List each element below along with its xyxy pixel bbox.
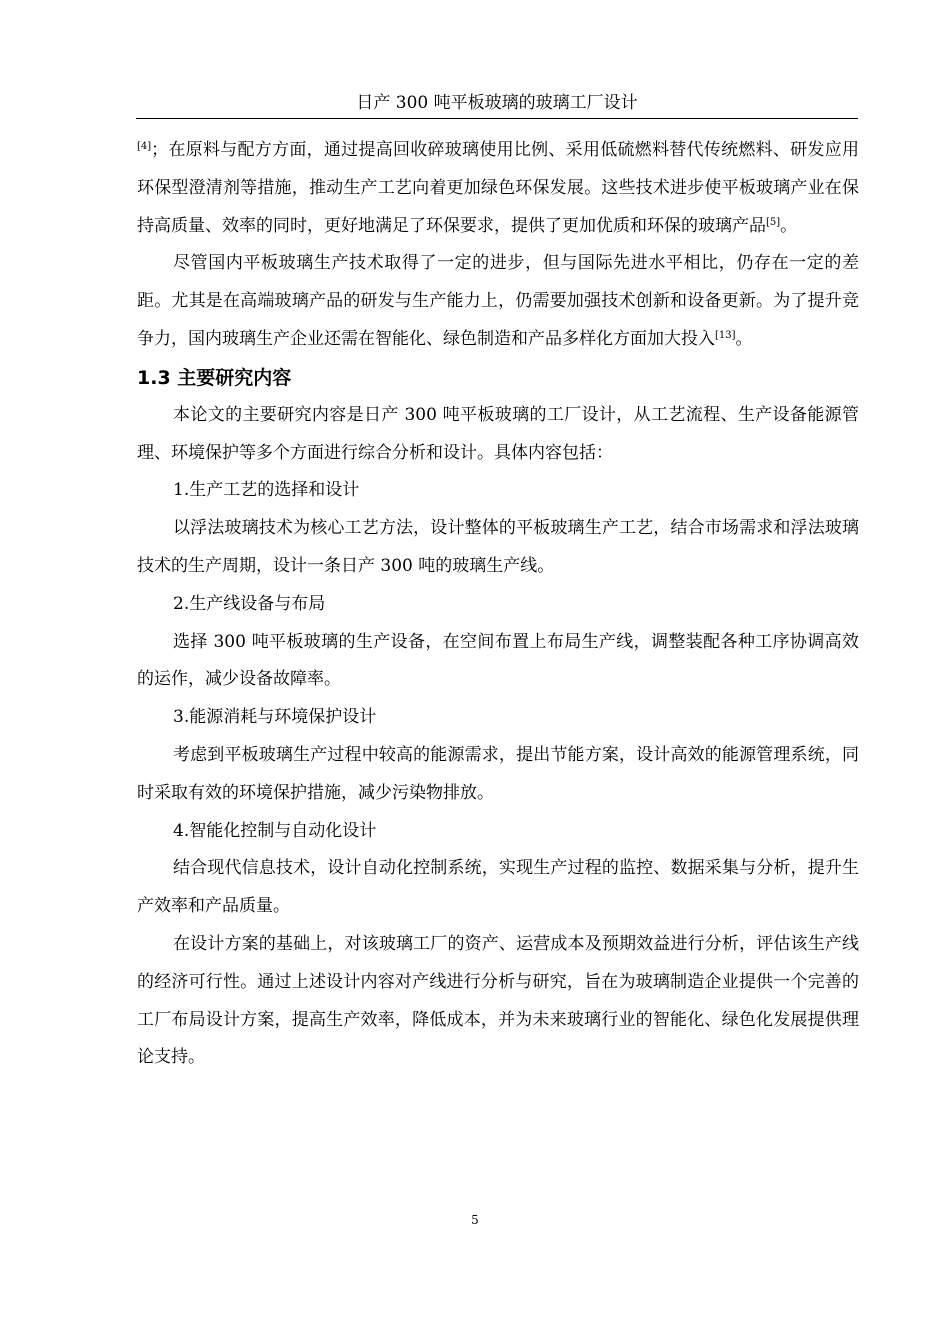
conclusion-paragraph: 在设计方案的基础上，对该玻璃工厂的资产、运营成本及预期效益进行分析，评估该生产线的经济可行性。通过上述设计内容对产线进行分析与研究，旨在为玻璃制造企业提供一个完善的工厂布局设计方案，提高生产效率，降低成本，并为未来玻璃行业的智能化、绿色化发展提供理论支持。 [137,933,859,1068]
paragraph-tail: 。 [735,328,753,349]
list-item-body: 结合现代信息技术，设计自动化控制系统，实现生产过程的监控、数据采集与分析，提升生产效率和产品质量。 [137,858,859,917]
citation-ref: [13] [715,329,736,341]
list-item-body: 选择 300 吨平板玻璃的生产设备，在空间布置上布局生产线，调整装配各种工序协调高效的运作，减少设备故障率。 [137,631,859,690]
page-body [137,132,859,1077]
section-intro: 本论文的主要研究内容是日产 300 吨平板玻璃的工厂设计，从工艺流程、生产设备能源管理、环境保护等多个方面进行综合分析和设计。具体内容包括： [137,404,859,463]
citation-ref: [4] [137,141,152,152]
paragraph [137,245,859,358]
list-item-title: 3.能源消耗与环境保护设计 [173,707,377,728]
section-heading: 1.3 主要研究内容 [137,366,292,389]
list-item-title: 2.生产线设备与布局 [173,593,326,614]
list-item-body: 考虑到平板玻璃生产过程中较高的能源需求，提出节能方案，设计高效的能源管理系统，同时采取有效的环境保护措施，减少污染物排放。 [137,744,859,803]
list-item-body: 以浮法玻璃技术为核心工艺方法，设计整体的平板玻璃生产工艺，结合市场需求和浮法玻璃技术的生产周期，设计一条日产 300 吨的玻璃生产线。 [137,518,859,576]
header-rule [136,118,858,119]
running-header: 日产 300 吨平板玻璃的玻璃工厂设计 [356,93,638,113]
list-item-title: 4.智能化控制与自动化设计 [173,820,377,841]
paragraph-text: 尽管国内平板玻璃生产技术取得了一定的进步，但与国际先进水平相比，仍存在一定的差距。尤其是在高端玻璃产品的研发与生产能力上，仍需要加强技术创新和设备更新。为了提升竞争力，国内玻璃生产企业还需在智能化、绿色制造和产品多样化方面加大投入 [137,253,859,349]
paragraph-continuation [137,132,859,245]
paragraph-text: ；在原料与配方方面，通过提高回收碎玻璃使用比例、采用低硫燃料替代传统燃料、研发应用环保型澄清剂等措施，推动生产工艺向着更加绿色环保发展。这些技术进步使平板玻璃产业在保持高质量、效率的同时，更好地满足了环保要求，提供了更加优质和环保的玻璃产品 [137,140,859,236]
citation-ref: [5] [766,216,781,228]
page-number: 5 [471,1213,479,1227]
paragraph-tail: 。 [780,215,798,236]
list-item-title: 1.生产工艺的选择和设计 [173,480,360,501]
